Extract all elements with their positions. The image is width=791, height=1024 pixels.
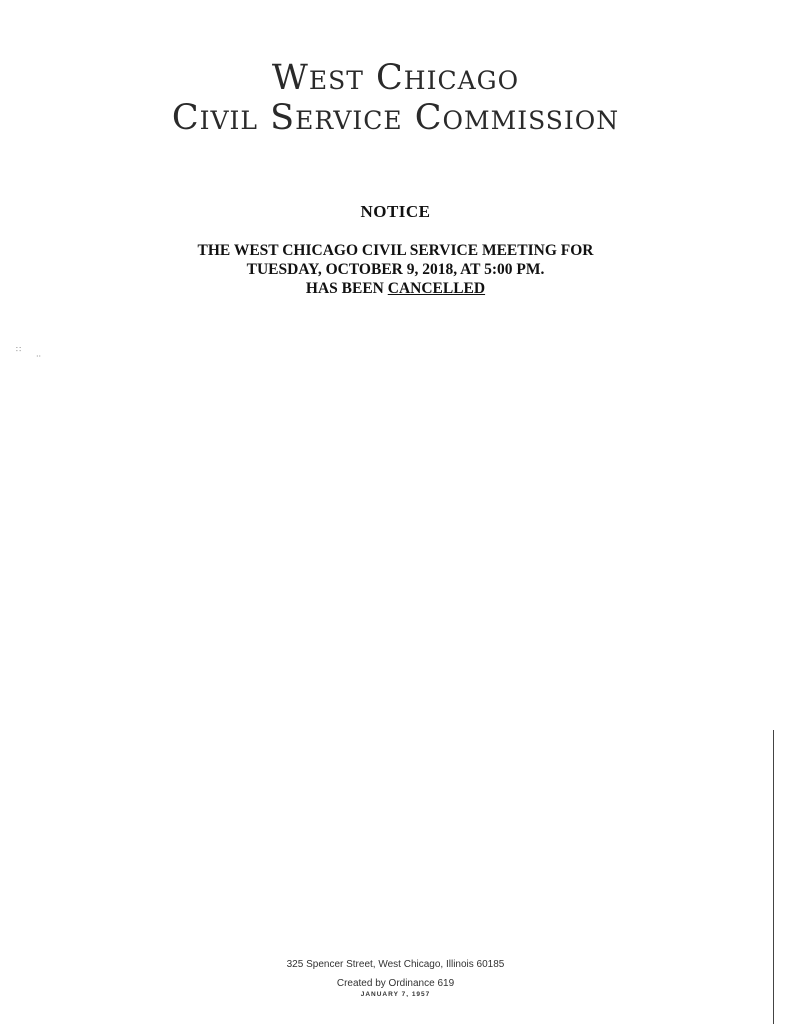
scan-speck: ∷ [16, 345, 22, 354]
notice-line-1: THE WEST CHICAGO CIVIL SERVICE MEETING FOR [197, 242, 594, 259]
notice-line-3-prefix: HAS BEEN [305, 280, 388, 297]
scan-speck: ·· [36, 352, 42, 361]
notice-line-2: TUESDAY, OCTOBER 9, 2018, AT 5:00 PM. [246, 261, 545, 278]
footer [0, 958, 791, 999]
footer-ordinance: Created by Ordinance 619 [336, 978, 455, 989]
notice-heading: NOTICE [360, 202, 431, 221]
letterhead-line-2: Civil Service Commission [171, 98, 620, 138]
notice-line-3 [0, 279, 791, 298]
footer-date: JANUARY 7, 1957 [360, 991, 431, 998]
letterhead-line-1: West Chicago [271, 58, 520, 98]
footer-address: 325 Spencer Street, West Chicago, Illinois 60185 [286, 959, 505, 970]
letterhead [0, 58, 791, 138]
cancelled-status: CANCELLED [387, 280, 486, 297]
notice-body [0, 241, 791, 298]
